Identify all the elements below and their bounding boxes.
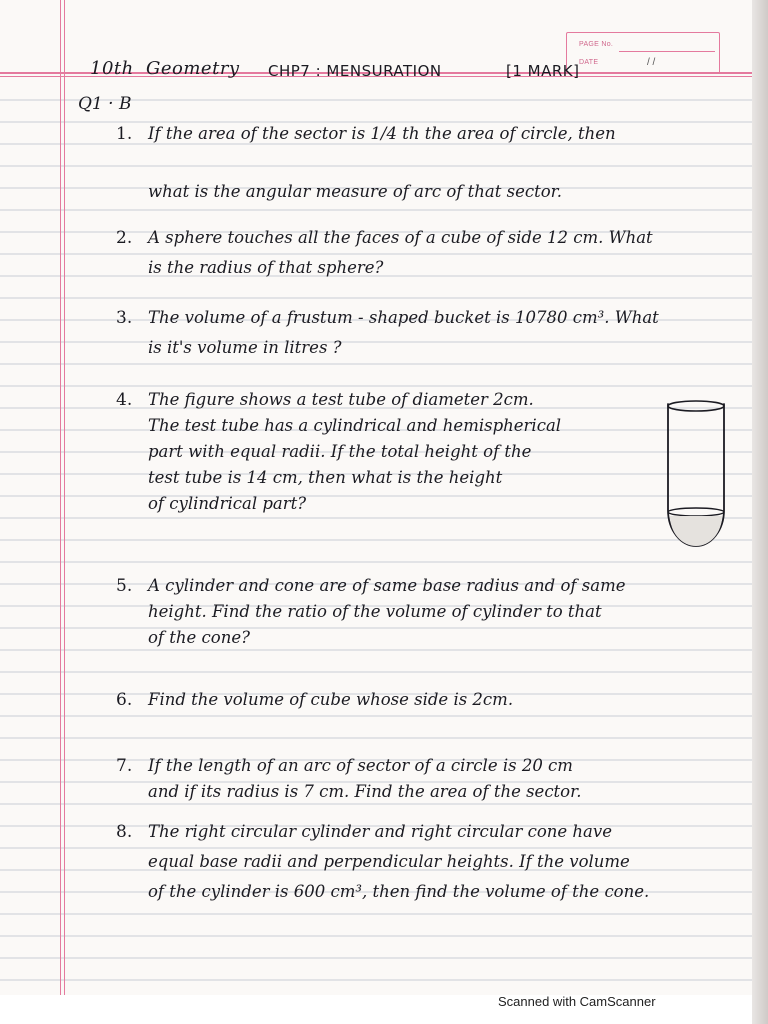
question-text-line: A sphere touches all the faces of a cube of side 12 cm. What <box>148 228 653 247</box>
question-text-line: and if its radius is 7 cm. Find the area of the sector. <box>148 782 582 801</box>
scanner-watermark: Scanned with CamScanner <box>498 994 656 1009</box>
test-tube-figure <box>662 398 730 554</box>
question-text-line: The volume of a frustum - shaped bucket is 10780 cm³. What <box>148 308 659 327</box>
question-text-line: If the length of an arc of sector of a circle is 20 cm <box>148 756 573 775</box>
date-slots: / / <box>647 57 656 68</box>
question-text-line: The right circular cylinder and right circular cone have <box>148 822 612 841</box>
question-text-line: part with equal radii. If the total height of the <box>148 442 532 461</box>
margin-line-inner <box>64 0 65 995</box>
date-label: DATE <box>579 59 599 66</box>
question-number: 2. <box>116 228 133 248</box>
section-label: Q1 · B <box>78 94 132 114</box>
question-text-line: test tube is 14 cm, then what is the height <box>148 468 503 487</box>
marks-heading: [1 MARK] <box>506 62 580 80</box>
question-text-line: The figure shows a test tube of diameter 2cm. <box>148 390 534 409</box>
page-number-label: PAGE No. <box>579 41 614 48</box>
question-number: 1. <box>116 124 133 144</box>
question-text-line: A cylinder and cone are of same base radius and of same <box>148 576 626 595</box>
question-number: 5. <box>116 576 133 596</box>
question-text-line: of the cylinder is 600 cm³, then find the volume of the cone. <box>148 882 650 901</box>
notebook-edge <box>752 0 768 1024</box>
question-text-line: is the radius of that sphere? <box>148 258 384 277</box>
question-number: 4. <box>116 390 133 410</box>
question-number: 3. <box>116 308 133 328</box>
question-text-line: is it's volume in litres ? <box>148 338 342 357</box>
question-text-line: of the cone? <box>148 628 250 647</box>
page-box-divider <box>619 51 715 52</box>
grade-heading: 10th <box>90 58 134 79</box>
margin-line-outer <box>60 0 61 995</box>
question-number: 7. <box>116 756 133 776</box>
question-text-line: If the area of the sector is 1/4 th the area of circle, then <box>148 124 616 143</box>
question-text-line: Find the volume of cube whose side is 2cm. <box>148 690 514 709</box>
page-date-box <box>566 32 720 74</box>
question-number: 6. <box>116 690 133 710</box>
question-text-line: equal base radii and perpendicular heights. If the volume <box>148 852 630 871</box>
question-number: 8. <box>116 822 133 842</box>
subject-heading: Geometry <box>146 58 240 79</box>
question-text-line: what is the angular measure of arc of that sector. <box>148 182 562 201</box>
question-text-line: The test tube has a cylindrical and hemispherical <box>148 416 562 435</box>
question-text-line: height. Find the ratio of the volume of cylinder to that <box>148 602 602 621</box>
question-text-line: of cylindrical part? <box>148 494 307 513</box>
chapter-heading: CHP7 : MENSURATION <box>268 62 442 80</box>
